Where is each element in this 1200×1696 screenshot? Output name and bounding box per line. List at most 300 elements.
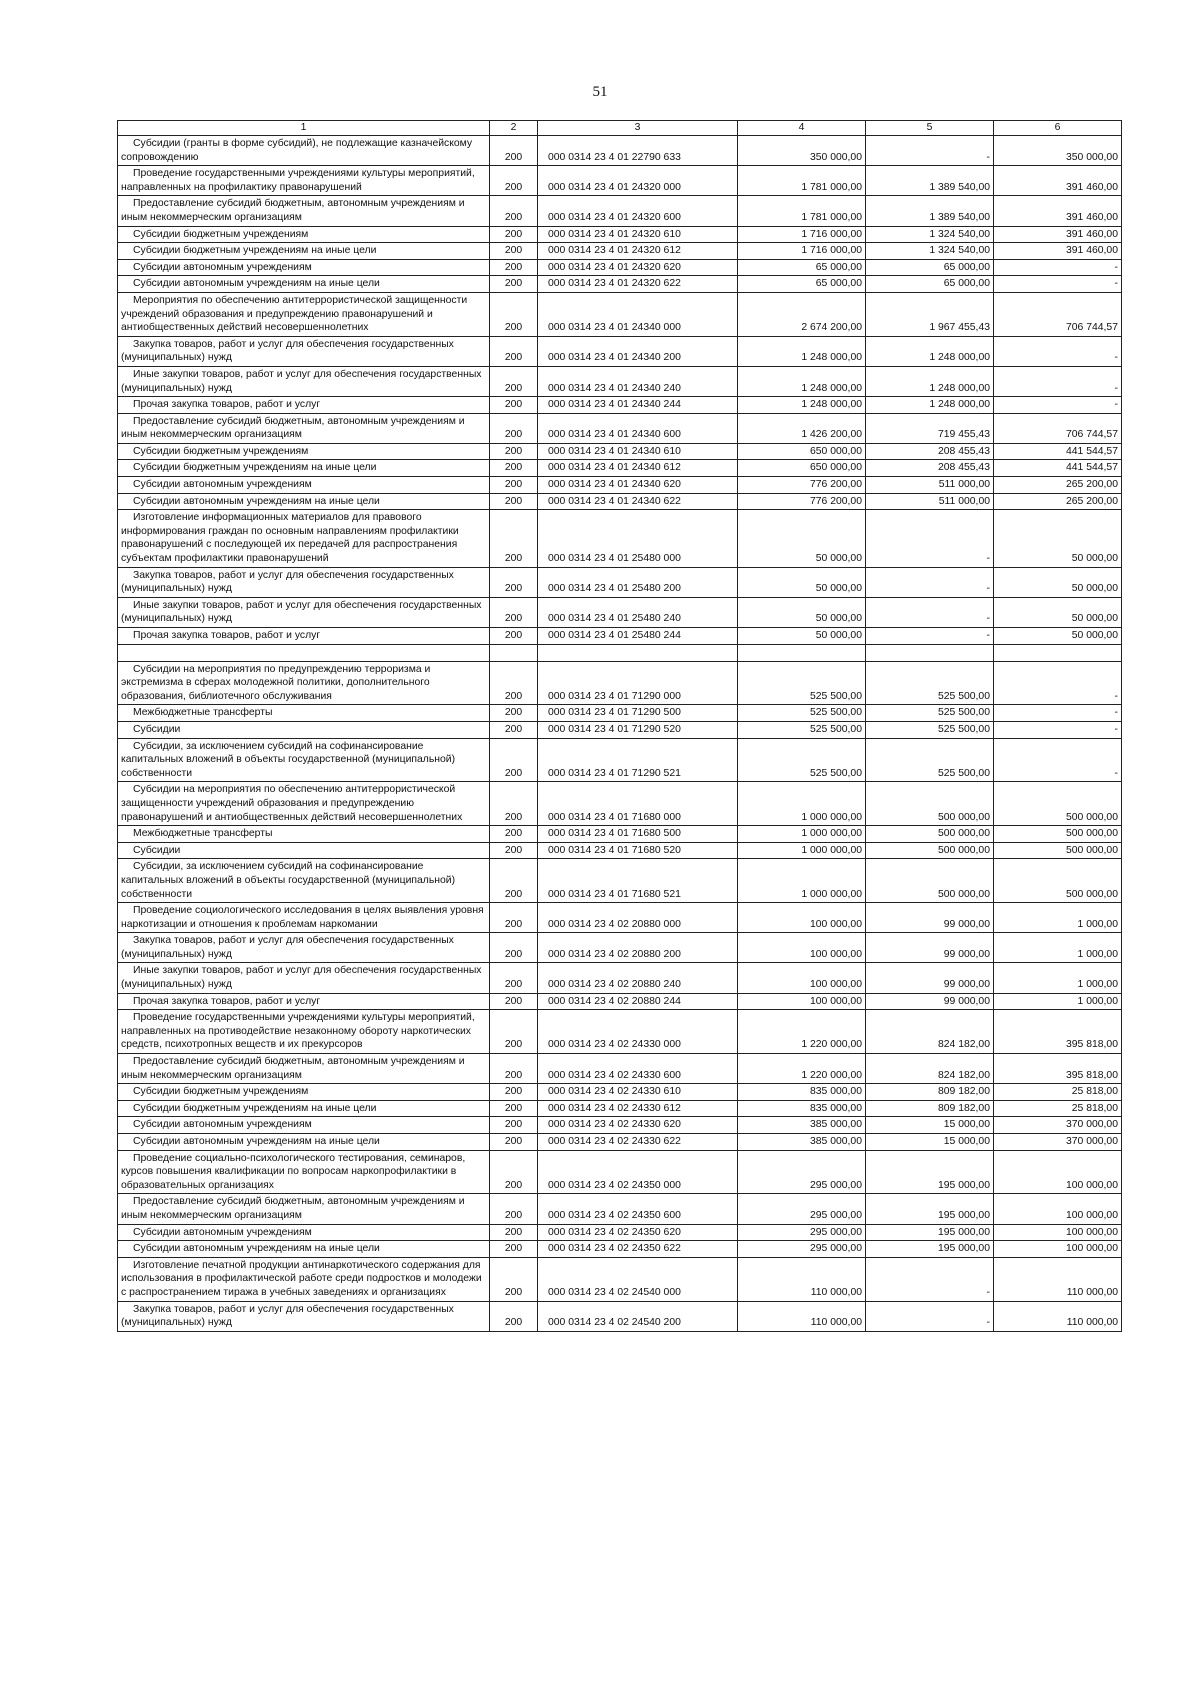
budget-classification-code-cell: 000 0314 23 4 01 25480 244 [538, 628, 738, 645]
budget-classification-code-cell: 000 0314 23 4 01 25480 000 [538, 510, 738, 567]
budget-classification-code-cell: 000 0314 23 4 01 71680 500 [538, 826, 738, 843]
table-row [118, 597, 1122, 627]
approved-amount-cell: 50 000,00 [738, 628, 866, 645]
unexecuted-amount-cell: - [994, 661, 1122, 705]
table-row [118, 443, 1122, 460]
expense-name-cell: Субсидии автономным учреждениям [118, 1224, 490, 1241]
unexecuted-amount-cell: 500 000,00 [994, 859, 1122, 903]
unexecuted-amount-cell: 391 460,00 [994, 226, 1122, 243]
table-row [118, 567, 1122, 597]
approved-amount-cell: 2 674 200,00 [738, 292, 866, 336]
unexecuted-amount-cell: 100 000,00 [994, 1224, 1122, 1241]
line-code-cell: 200 [490, 963, 538, 993]
line-code-cell: 200 [490, 1301, 538, 1331]
table-row [118, 226, 1122, 243]
executed-amount-cell: 65 000,00 [866, 259, 994, 276]
budget-classification-code-cell: 000 0314 23 4 02 24330 612 [538, 1100, 738, 1117]
column-number: 4 [738, 121, 866, 136]
executed-amount-cell: 719 455,43 [866, 413, 994, 443]
line-code-cell: 200 [490, 826, 538, 843]
expense-name-cell: Субсидии автономным учреждениям [118, 1117, 490, 1134]
unexecuted-amount-cell: - [994, 276, 1122, 293]
spacer-cell [118, 644, 490, 661]
unexecuted-amount-cell: 350 000,00 [994, 136, 1122, 166]
expense-name-cell: Субсидии, за исключением субсидий на софинансирование капитальных вложений в объекты государственной (муниципальной) собственности [118, 859, 490, 903]
table-row [118, 859, 1122, 903]
expense-name-cell: Субсидии бюджетным учреждениям [118, 226, 490, 243]
unexecuted-amount-cell: 706 744,57 [994, 413, 1122, 443]
line-code-cell: 200 [490, 1134, 538, 1151]
approved-amount-cell: 525 500,00 [738, 661, 866, 705]
executed-amount-cell: - [866, 597, 994, 627]
line-code-cell: 200 [490, 933, 538, 963]
budget-classification-code-cell: 000 0314 23 4 02 20880 240 [538, 963, 738, 993]
budget-classification-code-cell: 000 0314 23 4 01 24340 620 [538, 477, 738, 494]
budget-classification-code-cell: 000 0314 23 4 02 20880 244 [538, 993, 738, 1010]
budget-classification-code-cell: 000 0314 23 4 02 24330 600 [538, 1054, 738, 1084]
expense-name-cell: Мероприятия по обеспечению антитеррористической защищенности учреждений образования и предупреждению правонарушений и антиобщественных действий несовершеннолетних [118, 292, 490, 336]
expense-name-cell: Проведение государственными учреждениями культуры мероприятий, направленных на противодействие незаконному обороту наркотических средств, психотропных веществ и их прекурсоров [118, 1010, 490, 1054]
executed-amount-cell: 99 000,00 [866, 903, 994, 933]
table-row [118, 782, 1122, 826]
approved-amount-cell: 1 426 200,00 [738, 413, 866, 443]
expense-name-cell: Субсидии на мероприятия по обеспечению антитеррористической защищенности учреждений образования и предупреждению правонарушений и антиобщественных действий несовершеннолетних [118, 782, 490, 826]
table-row [118, 336, 1122, 366]
budget-classification-code-cell: 000 0314 23 4 01 71680 000 [538, 782, 738, 826]
approved-amount-cell: 295 000,00 [738, 1194, 866, 1224]
approved-amount-cell: 650 000,00 [738, 443, 866, 460]
unexecuted-amount-cell: 500 000,00 [994, 782, 1122, 826]
line-code-cell: 200 [490, 993, 538, 1010]
expense-name-cell: Предоставление субсидий бюджетным, автономным учреждениям и иным некоммерческим организациям [118, 1054, 490, 1084]
table-row [118, 460, 1122, 477]
executed-amount-cell: 511 000,00 [866, 477, 994, 494]
budget-classification-code-cell: 000 0314 23 4 01 24320 620 [538, 259, 738, 276]
expense-name-cell: Предоставление субсидий бюджетным, автономным учреждениям и иным некоммерческим организациям [118, 413, 490, 443]
unexecuted-amount-cell: - [994, 738, 1122, 782]
executed-amount-cell: 99 000,00 [866, 933, 994, 963]
table-row [118, 1100, 1122, 1117]
budget-classification-code-cell: 000 0314 23 4 01 71680 520 [538, 842, 738, 859]
expense-name-cell: Закупка товаров, работ и услуг для обеспечения государственных (муниципальных) нужд [118, 567, 490, 597]
approved-amount-cell: 525 500,00 [738, 721, 866, 738]
approved-amount-cell: 1 248 000,00 [738, 397, 866, 414]
executed-amount-cell: 195 000,00 [866, 1150, 994, 1194]
line-code-cell: 200 [490, 460, 538, 477]
approved-amount-cell: 525 500,00 [738, 705, 866, 722]
budget-classification-code-cell: 000 0314 23 4 02 24540 200 [538, 1301, 738, 1331]
spacer-cell [738, 644, 866, 661]
spacer-cell [538, 644, 738, 661]
line-code-cell: 200 [490, 1150, 538, 1194]
line-code-cell: 200 [490, 597, 538, 627]
executed-amount-cell: 1 324 540,00 [866, 243, 994, 260]
expense-name-cell: Прочая закупка товаров, работ и услуг [118, 993, 490, 1010]
unexecuted-amount-cell: 110 000,00 [994, 1257, 1122, 1301]
table-row [118, 1010, 1122, 1054]
table-row [118, 1194, 1122, 1224]
expense-name-cell: Субсидии на мероприятия по предупреждению терроризма и экстремизма в сферах молодежной политики, дополнительного образования, библиотечного обслуживания [118, 661, 490, 705]
budget-classification-code-cell: 000 0314 23 4 01 24340 600 [538, 413, 738, 443]
approved-amount-cell: 1 000 000,00 [738, 826, 866, 843]
expense-name-cell: Межбюджетные трансферты [118, 826, 490, 843]
table-row [118, 397, 1122, 414]
line-code-cell: 200 [490, 721, 538, 738]
unexecuted-amount-cell: - [994, 705, 1122, 722]
executed-amount-cell: 824 182,00 [866, 1010, 994, 1054]
budget-classification-code-cell: 000 0314 23 4 02 24330 610 [538, 1084, 738, 1101]
line-code-cell: 200 [490, 705, 538, 722]
executed-amount-cell: 824 182,00 [866, 1054, 994, 1084]
unexecuted-amount-cell: - [994, 397, 1122, 414]
approved-amount-cell: 1 220 000,00 [738, 1010, 866, 1054]
executed-amount-cell: 525 500,00 [866, 661, 994, 705]
executed-amount-cell: 500 000,00 [866, 842, 994, 859]
executed-amount-cell: 809 182,00 [866, 1100, 994, 1117]
line-code-cell: 200 [490, 1100, 538, 1117]
executed-amount-cell: 525 500,00 [866, 738, 994, 782]
approved-amount-cell: 65 000,00 [738, 276, 866, 293]
line-code-cell: 200 [490, 397, 538, 414]
unexecuted-amount-cell: 395 818,00 [994, 1010, 1122, 1054]
unexecuted-amount-cell: 50 000,00 [994, 597, 1122, 627]
executed-amount-cell: - [866, 628, 994, 645]
table-row [118, 933, 1122, 963]
approved-amount-cell: 110 000,00 [738, 1257, 866, 1301]
line-code-cell: 200 [490, 1084, 538, 1101]
budget-classification-code-cell: 000 0314 23 4 02 24330 622 [538, 1134, 738, 1151]
unexecuted-amount-cell: 100 000,00 [994, 1194, 1122, 1224]
spacer-cell [490, 644, 538, 661]
unexecuted-amount-cell: 391 460,00 [994, 166, 1122, 196]
budget-classification-code-cell: 000 0314 23 4 01 24340 244 [538, 397, 738, 414]
executed-amount-cell: 99 000,00 [866, 993, 994, 1010]
approved-amount-cell: 385 000,00 [738, 1134, 866, 1151]
approved-amount-cell: 1 000 000,00 [738, 782, 866, 826]
unexecuted-amount-cell: 50 000,00 [994, 628, 1122, 645]
column-number: 3 [538, 121, 738, 136]
line-code-cell: 200 [490, 243, 538, 260]
approved-amount-cell: 1 248 000,00 [738, 366, 866, 396]
budget-classification-code-cell: 000 0314 23 4 01 24340 000 [538, 292, 738, 336]
approved-amount-cell: 776 200,00 [738, 477, 866, 494]
budget-classification-code-cell: 000 0314 23 4 01 24340 622 [538, 493, 738, 510]
table-row [118, 903, 1122, 933]
expense-name-cell: Иные закупки товаров, работ и услуг для обеспечения государственных (муниципальных) нужд [118, 366, 490, 396]
approved-amount-cell: 110 000,00 [738, 1301, 866, 1331]
line-code-cell: 200 [490, 1257, 538, 1301]
expense-name-cell: Субсидии автономным учреждениям [118, 259, 490, 276]
approved-amount-cell: 350 000,00 [738, 136, 866, 166]
approved-amount-cell: 295 000,00 [738, 1224, 866, 1241]
expense-name-cell: Предоставление субсидий бюджетным, автономным учреждениям и иным некоммерческим организациям [118, 196, 490, 226]
table-row [118, 721, 1122, 738]
table-row [118, 1301, 1122, 1331]
budget-classification-code-cell: 000 0314 23 4 02 24350 000 [538, 1150, 738, 1194]
unexecuted-amount-cell: 1 000,00 [994, 903, 1122, 933]
budget-classification-code-cell: 000 0314 23 4 02 24350 622 [538, 1241, 738, 1258]
budget-classification-code-cell: 000 0314 23 4 01 24340 240 [538, 366, 738, 396]
executed-amount-cell: 525 500,00 [866, 721, 994, 738]
line-code-cell: 200 [490, 1010, 538, 1054]
executed-amount-cell: 500 000,00 [866, 859, 994, 903]
unexecuted-amount-cell: 25 818,00 [994, 1084, 1122, 1101]
budget-classification-code-cell: 000 0314 23 4 01 24320 622 [538, 276, 738, 293]
line-code-cell: 200 [490, 1054, 538, 1084]
line-code-cell: 200 [490, 136, 538, 166]
approved-amount-cell: 50 000,00 [738, 567, 866, 597]
budget-classification-code-cell: 000 0314 23 4 01 22790 633 [538, 136, 738, 166]
line-code-cell: 200 [490, 510, 538, 567]
unexecuted-amount-cell: 500 000,00 [994, 826, 1122, 843]
executed-amount-cell: 1 967 455,43 [866, 292, 994, 336]
approved-amount-cell: 1 000 000,00 [738, 859, 866, 903]
line-code-cell: 200 [490, 1224, 538, 1241]
line-code-cell: 200 [490, 276, 538, 293]
executed-amount-cell: 500 000,00 [866, 826, 994, 843]
approved-amount-cell: 1 000 000,00 [738, 842, 866, 859]
budget-classification-code-cell: 000 0314 23 4 01 71290 500 [538, 705, 738, 722]
executed-amount-cell: 208 455,43 [866, 460, 994, 477]
spacer-row [118, 644, 1122, 661]
unexecuted-amount-cell: - [994, 259, 1122, 276]
approved-amount-cell: 295 000,00 [738, 1241, 866, 1258]
budget-classification-code-cell: 000 0314 23 4 01 24340 612 [538, 460, 738, 477]
unexecuted-amount-cell: 100 000,00 [994, 1241, 1122, 1258]
table-row [118, 196, 1122, 226]
expense-name-cell: Субсидии бюджетным учреждениям [118, 1084, 490, 1101]
executed-amount-cell: 15 000,00 [866, 1117, 994, 1134]
line-code-cell: 200 [490, 292, 538, 336]
table-row [118, 738, 1122, 782]
budget-table-body [118, 121, 1122, 1332]
budget-classification-code-cell: 000 0314 23 4 01 24320 000 [538, 166, 738, 196]
line-code-cell: 200 [490, 628, 538, 645]
line-code-cell: 200 [490, 196, 538, 226]
executed-amount-cell: - [866, 1301, 994, 1331]
line-code-cell: 200 [490, 859, 538, 903]
expense-name-cell: Субсидии бюджетным учреждениям на иные цели [118, 243, 490, 260]
approved-amount-cell: 835 000,00 [738, 1100, 866, 1117]
approved-amount-cell: 100 000,00 [738, 903, 866, 933]
line-code-cell: 200 [490, 166, 538, 196]
budget-classification-code-cell: 000 0314 23 4 02 24330 000 [538, 1010, 738, 1054]
table-row [118, 1084, 1122, 1101]
unexecuted-amount-cell: - [994, 366, 1122, 396]
line-code-cell: 200 [490, 477, 538, 494]
executed-amount-cell: - [866, 510, 994, 567]
executed-amount-cell: - [866, 1257, 994, 1301]
table-row [118, 510, 1122, 567]
expense-name-cell: Субсидии бюджетным учреждениям на иные цели [118, 460, 490, 477]
expense-name-cell: Прочая закупка товаров, работ и услуг [118, 628, 490, 645]
table-row [118, 1150, 1122, 1194]
approved-amount-cell: 776 200,00 [738, 493, 866, 510]
approved-amount-cell: 525 500,00 [738, 738, 866, 782]
expense-name-cell: Закупка товаров, работ и услуг для обеспечения государственных (муниципальных) нужд [118, 1301, 490, 1331]
table-row [118, 136, 1122, 166]
unexecuted-amount-cell: 441 544,57 [994, 443, 1122, 460]
table-row [118, 413, 1122, 443]
unexecuted-amount-cell: 1 000,00 [994, 933, 1122, 963]
line-code-cell: 200 [490, 1194, 538, 1224]
executed-amount-cell: 511 000,00 [866, 493, 994, 510]
line-code-cell: 200 [490, 443, 538, 460]
approved-amount-cell: 50 000,00 [738, 597, 866, 627]
budget-classification-code-cell: 000 0314 23 4 02 24330 620 [538, 1117, 738, 1134]
expense-name-cell: Субсидии бюджетным учреждениям [118, 443, 490, 460]
approved-amount-cell: 1 781 000,00 [738, 166, 866, 196]
line-code-cell: 200 [490, 1241, 538, 1258]
executed-amount-cell: 65 000,00 [866, 276, 994, 293]
line-code-cell: 200 [490, 493, 538, 510]
column-number-row [118, 121, 1122, 136]
expense-name-cell: Субсидии (гранты в форме субсидий), не подлежащие казначейскому сопровождению [118, 136, 490, 166]
budget-classification-code-cell: 000 0314 23 4 02 20880 000 [538, 903, 738, 933]
page-number: 51 [592, 84, 608, 100]
line-code-cell: 200 [490, 842, 538, 859]
table-row [118, 661, 1122, 705]
table-row [118, 1134, 1122, 1151]
executed-amount-cell: 15 000,00 [866, 1134, 994, 1151]
table-row [118, 276, 1122, 293]
table-row [118, 1054, 1122, 1084]
column-number: 5 [866, 121, 994, 136]
unexecuted-amount-cell: 25 818,00 [994, 1100, 1122, 1117]
executed-amount-cell: - [866, 136, 994, 166]
table-row [118, 1241, 1122, 1258]
table-row [118, 166, 1122, 196]
approved-amount-cell: 1 716 000,00 [738, 226, 866, 243]
executed-amount-cell: 1 248 000,00 [866, 397, 994, 414]
table-row [118, 477, 1122, 494]
executed-amount-cell: 809 182,00 [866, 1084, 994, 1101]
executed-amount-cell: 1 248 000,00 [866, 366, 994, 396]
budget-classification-code-cell: 000 0314 23 4 01 71290 000 [538, 661, 738, 705]
unexecuted-amount-cell: 500 000,00 [994, 842, 1122, 859]
table-row [118, 963, 1122, 993]
budget-classification-code-cell: 000 0314 23 4 01 24340 610 [538, 443, 738, 460]
column-number: 1 [118, 121, 490, 136]
expense-name-cell: Проведение социально-психологического тестирования, семинаров, курсов повышения квалификации по вопросам наркопрофилактики в образовательных организациях [118, 1150, 490, 1194]
table-row [118, 1257, 1122, 1301]
spacer-cell [866, 644, 994, 661]
expense-name-cell: Субсидии автономным учреждениям на иные цели [118, 1134, 490, 1151]
expense-name-cell: Изготовление печатной продукции антинаркотического содержания для использования в профилактической работе среди подростков и молодежи с распространением тиража в учебных заведениях и организациях [118, 1257, 490, 1301]
budget-table [117, 120, 1122, 1332]
executed-amount-cell: 525 500,00 [866, 705, 994, 722]
unexecuted-amount-cell: 50 000,00 [994, 510, 1122, 567]
executed-amount-cell: 1 248 000,00 [866, 336, 994, 366]
unexecuted-amount-cell: 391 460,00 [994, 243, 1122, 260]
unexecuted-amount-cell: - [994, 721, 1122, 738]
budget-classification-code-cell: 000 0314 23 4 02 24540 000 [538, 1257, 738, 1301]
budget-classification-code-cell: 000 0314 23 4 01 24320 600 [538, 196, 738, 226]
approved-amount-cell: 50 000,00 [738, 510, 866, 567]
approved-amount-cell: 1 716 000,00 [738, 243, 866, 260]
expense-name-cell: Субсидии автономным учреждениям [118, 477, 490, 494]
spacer-cell [994, 644, 1122, 661]
unexecuted-amount-cell: 1 000,00 [994, 993, 1122, 1010]
line-code-cell: 200 [490, 413, 538, 443]
line-code-cell: 200 [490, 259, 538, 276]
approved-amount-cell: 1 248 000,00 [738, 336, 866, 366]
unexecuted-amount-cell: 265 200,00 [994, 493, 1122, 510]
executed-amount-cell: 1 389 540,00 [866, 196, 994, 226]
budget-classification-code-cell: 000 0314 23 4 01 71290 521 [538, 738, 738, 782]
executed-amount-cell: 1 324 540,00 [866, 226, 994, 243]
approved-amount-cell: 650 000,00 [738, 460, 866, 477]
table-row [118, 1224, 1122, 1241]
table-row [118, 292, 1122, 336]
unexecuted-amount-cell: - [994, 336, 1122, 366]
line-code-cell: 200 [490, 1117, 538, 1134]
approved-amount-cell: 295 000,00 [738, 1150, 866, 1194]
budget-classification-code-cell: 000 0314 23 4 02 20880 200 [538, 933, 738, 963]
table-row [118, 628, 1122, 645]
executed-amount-cell: 1 389 540,00 [866, 166, 994, 196]
line-code-cell: 200 [490, 903, 538, 933]
approved-amount-cell: 65 000,00 [738, 259, 866, 276]
executed-amount-cell: 208 455,43 [866, 443, 994, 460]
executed-amount-cell: 99 000,00 [866, 963, 994, 993]
approved-amount-cell: 385 000,00 [738, 1117, 866, 1134]
executed-amount-cell: - [866, 567, 994, 597]
unexecuted-amount-cell: 1 000,00 [994, 963, 1122, 993]
budget-classification-code-cell: 000 0314 23 4 01 25480 200 [538, 567, 738, 597]
budget-classification-code-cell: 000 0314 23 4 01 24320 610 [538, 226, 738, 243]
budget-classification-code-cell: 000 0314 23 4 01 71680 521 [538, 859, 738, 903]
executed-amount-cell: 500 000,00 [866, 782, 994, 826]
executed-amount-cell: 195 000,00 [866, 1194, 994, 1224]
expense-name-cell: Иные закупки товаров, работ и услуг для обеспечения государственных (муниципальных) нужд [118, 597, 490, 627]
expense-name-cell: Иные закупки товаров, работ и услуг для обеспечения государственных (муниципальных) нужд [118, 963, 490, 993]
line-code-cell: 200 [490, 567, 538, 597]
budget-classification-code-cell: 000 0314 23 4 02 24350 600 [538, 1194, 738, 1224]
table-row [118, 993, 1122, 1010]
expense-name-cell: Проведение государственными учреждениями культуры мероприятий, направленных на профилактику правонарушений [118, 166, 490, 196]
approved-amount-cell: 100 000,00 [738, 933, 866, 963]
expense-name-cell: Прочая закупка товаров, работ и услуг [118, 397, 490, 414]
line-code-cell: 200 [490, 661, 538, 705]
table-row [118, 243, 1122, 260]
expense-name-cell: Субсидии автономным учреждениям на иные цели [118, 493, 490, 510]
unexecuted-amount-cell: 50 000,00 [994, 567, 1122, 597]
line-code-cell: 200 [490, 782, 538, 826]
approved-amount-cell: 835 000,00 [738, 1084, 866, 1101]
line-code-cell: 200 [490, 366, 538, 396]
table-row [118, 1117, 1122, 1134]
table-row [118, 493, 1122, 510]
line-code-cell: 200 [490, 336, 538, 366]
column-number: 6 [994, 121, 1122, 136]
table-row [118, 366, 1122, 396]
line-code-cell: 200 [490, 226, 538, 243]
table-row [118, 842, 1122, 859]
budget-classification-code-cell: 000 0314 23 4 01 25480 240 [538, 597, 738, 627]
expense-name-cell: Субсидии автономным учреждениям на иные цели [118, 276, 490, 293]
expense-name-cell: Субсидии [118, 842, 490, 859]
budget-classification-code-cell: 000 0314 23 4 01 24340 200 [538, 336, 738, 366]
table-row [118, 705, 1122, 722]
approved-amount-cell: 100 000,00 [738, 993, 866, 1010]
unexecuted-amount-cell: 265 200,00 [994, 477, 1122, 494]
approved-amount-cell: 100 000,00 [738, 963, 866, 993]
expense-name-cell: Субсидии, за исключением субсидий на софинансирование капитальных вложений в объекты государственной (муниципальной) собственности [118, 738, 490, 782]
table-row [118, 826, 1122, 843]
unexecuted-amount-cell: 110 000,00 [994, 1301, 1122, 1331]
expense-name-cell: Субсидии автономным учреждениям на иные цели [118, 1241, 490, 1258]
